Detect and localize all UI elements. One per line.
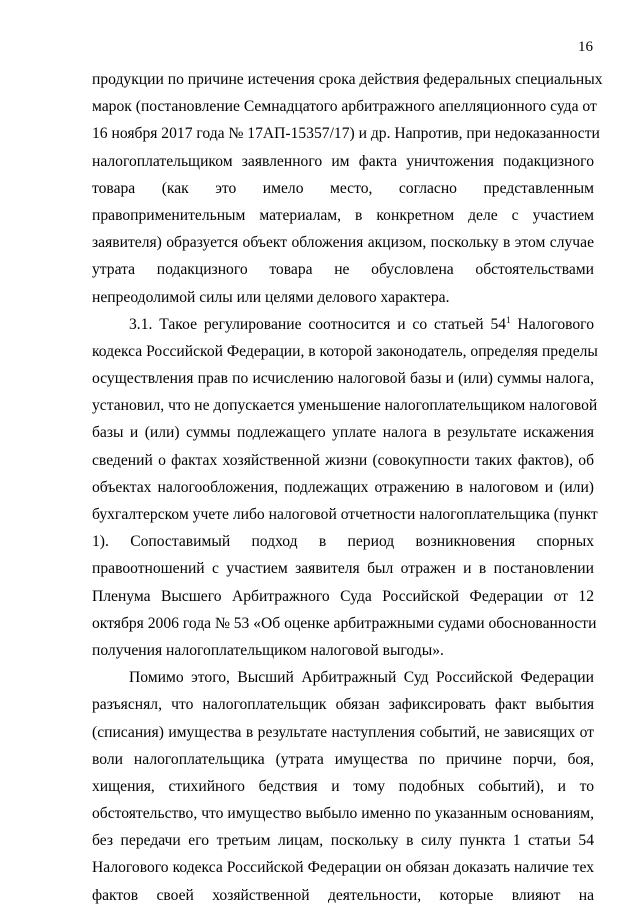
- superscript-article-index: 1: [506, 314, 511, 325]
- text-line: Пленума Высшего Арбитражного Суда Российской Федерации от 12: [92, 587, 594, 605]
- text-line-first: Помимо этого, Высший Арбитражный Суд Российской Федерации: [129, 669, 594, 687]
- text-line: сведений о фактах хозяйственной жизни (совокупности таких фактов), об: [92, 451, 594, 469]
- text-line: октября 2006 года № 53 «Об оценке арбитражными судами обоснованности: [92, 614, 597, 632]
- text-line: фактов своей хозяйственной деятельности, которые влияют на: [92, 886, 594, 904]
- text-line: воли налогоплательщика (утрата имущества по причине порчи, боя,: [92, 750, 594, 768]
- text-line: хищения, стихийного бедствия и тому подобных событий), и то: [92, 777, 594, 795]
- text-line: заявителя) образуется объект обложения акцизом, поскольку в этом случае: [92, 234, 594, 252]
- text-line: товара (как это имело место, согласно представленным: [92, 179, 594, 197]
- page-number: 16: [578, 39, 593, 55]
- text-line: утрата подакцизного товара не обусловлена обстоятельствами: [92, 261, 594, 279]
- text-line: марок (постановление Семнадцатого арбитражного апелляционного суда от: [92, 98, 597, 116]
- text-line: 1). Сопоставимый подход в период возникновения спорных: [92, 533, 594, 551]
- text-line: непреодолимой силы или целями делового характера.: [92, 288, 450, 306]
- text-line: без передачи его третьим лицам, поскольку в силу пункта 1 статьи 54: [92, 832, 594, 850]
- text-line: продукции по причине истечения срока действия федеральных специальных: [92, 71, 603, 88]
- text-line: (списания) имущества в результате наступления событий, не зависящих от: [92, 723, 594, 741]
- text-line: правоотношений с участием заявителя был отражен и в постановлении: [92, 560, 594, 578]
- text-line-first: [92, 311, 594, 338]
- paragraph-vas-clarification: [92, 664, 594, 909]
- text-line: объектах налогообложения, подлежащих отражению в налоговом и (или): [92, 478, 594, 496]
- text-line: налогоплательщиком заявленного им факта уничтожения подакцизного: [92, 152, 594, 170]
- text-line: правоприменительным материалам, в конкретном деле с участием: [92, 206, 594, 224]
- text-line: бухгалтерском учете либо налоговой отчетности налогоплательщика (пункт: [92, 506, 598, 523]
- paragraph-3-1: [92, 311, 598, 664]
- document-body: [92, 66, 603, 909]
- paragraph-continuation: [92, 66, 603, 311]
- text-line: Налогового кодекса Российской Федерации он обязан доказать наличие тех: [92, 859, 594, 877]
- text-line: обстоятельство, что имущество выбыло именно по указанным основаниям,: [92, 805, 594, 823]
- text-line: установил, что не допускается уменьшение налогоплательщиком налоговой: [92, 397, 598, 415]
- text-line: базы и (или) суммы подлежащего уплате налога в результате искажения: [92, 424, 594, 442]
- text-fragment: 3.1. Такое регулирование соотносится и со статьей 54: [129, 315, 507, 333]
- text-line: 16 ноября 2017 года № 17АП-15357/17) и др. Напротив, при недоказанности: [92, 125, 600, 143]
- text-line: получения налогоплательщиком налоговой выгоды».: [92, 641, 444, 659]
- text-line: кодекса Российской Федерации, в которой законодатель, определяя пределы: [92, 342, 598, 360]
- text-line: осуществления прав по исчислению налоговой базы и (или) суммы налога,: [92, 370, 594, 388]
- text-fragment: Налогового: [510, 315, 594, 333]
- text-line: разъяснял, что налогоплательщик обязан зафиксировать факт выбытия: [92, 696, 594, 714]
